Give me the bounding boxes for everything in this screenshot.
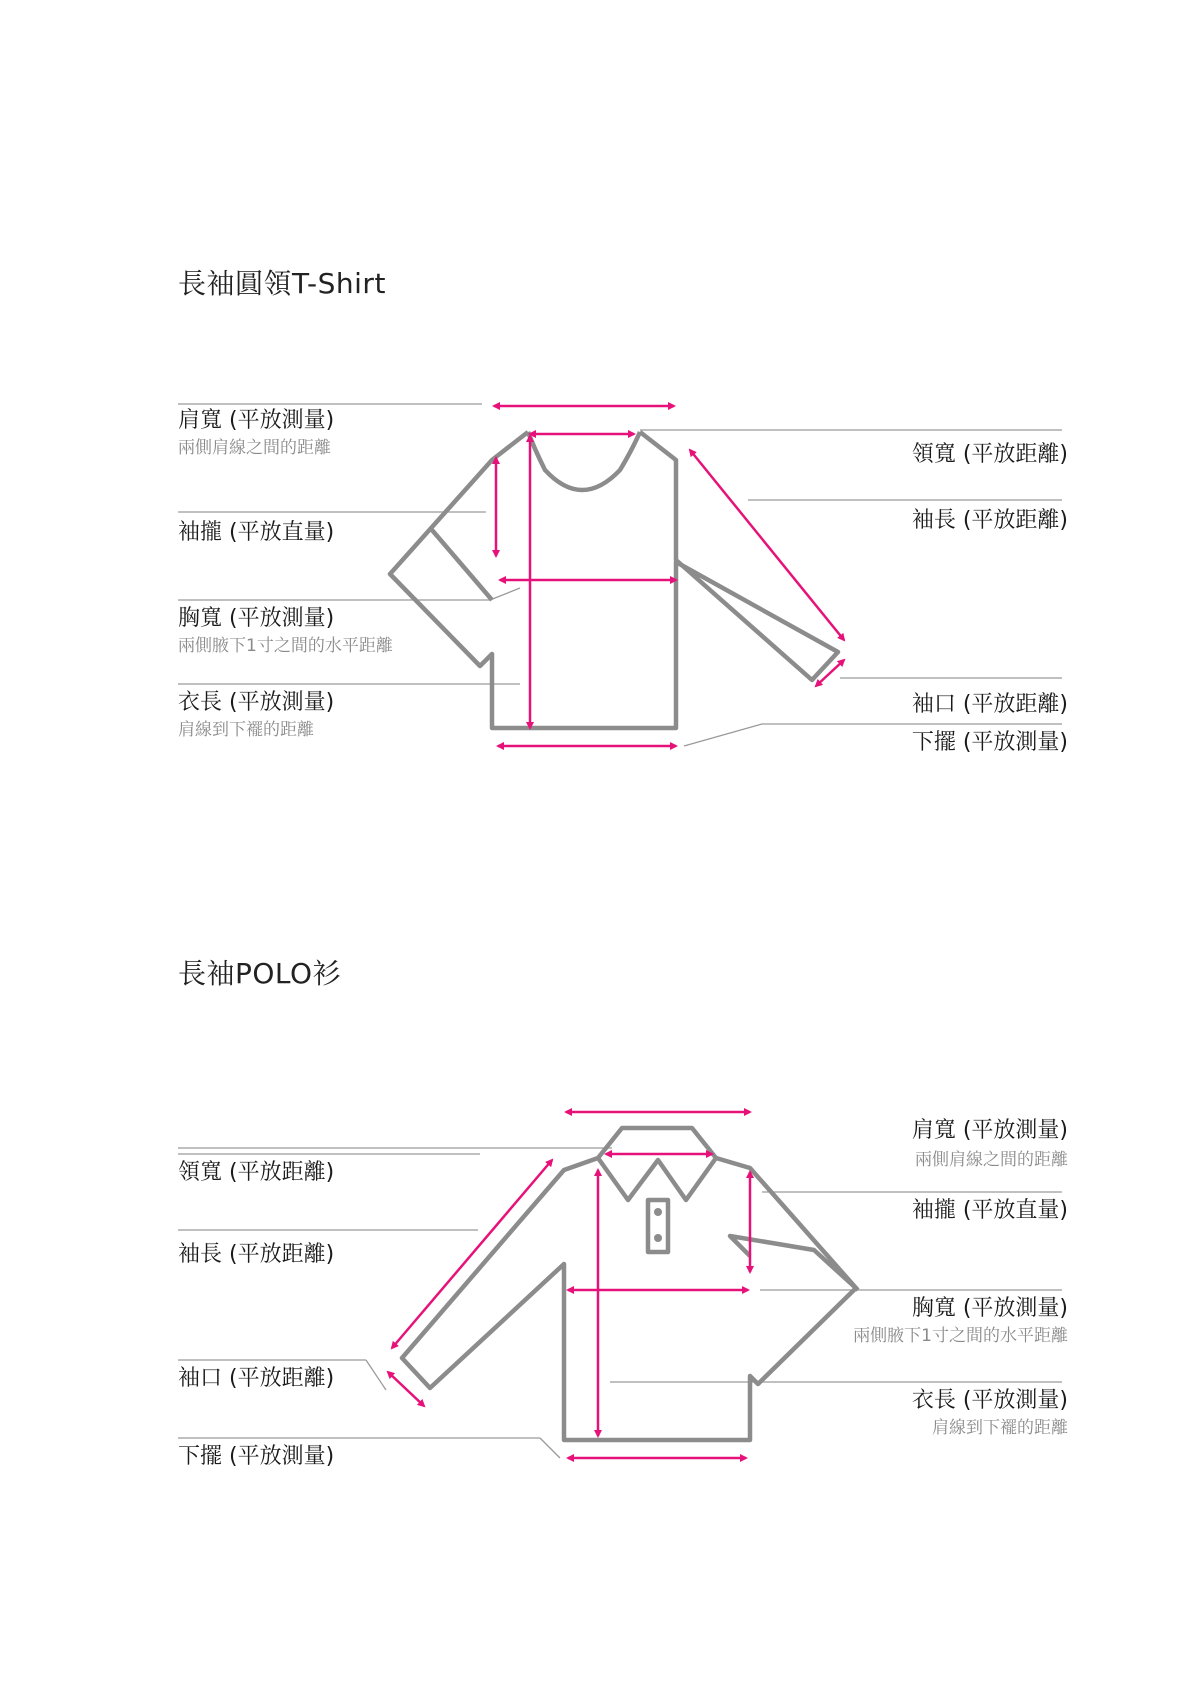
polo-section-title: 長袖POLO衫 <box>178 957 342 990</box>
polo-arrows <box>388 1112 750 1458</box>
tshirt-chest-label: 胸寬 (平放測量) <box>178 606 335 631</box>
tshirt-leader-lines <box>178 404 1062 746</box>
polo-outline <box>402 1128 858 1440</box>
tshirt-sleeve-label: 袖長 (平放距離) <box>911 508 1068 533</box>
polo-hem-label: 下擺 (平放測量) <box>178 1444 335 1469</box>
polo-shoulder-label: 肩寬 (平放測量) <box>911 1118 1068 1143</box>
tshirt-armhole-label: 袖攏 (平放直量) <box>178 520 335 545</box>
polo-placket <box>648 1200 668 1252</box>
polo-chest-label: 胸寬 (平放測量) <box>911 1296 1068 1321</box>
polo-armhole-label: 袖攏 (平放直量) <box>911 1198 1068 1223</box>
tshirt-cuff-label: 袖口 (平放距離) <box>911 692 1068 717</box>
polo-cuff-leader-tip <box>366 1360 386 1390</box>
polo-length-note: 肩線到下襬的距離 <box>932 1418 1068 1438</box>
polo-chest-note: 兩側腋下1寸之間的水平距離 <box>853 1326 1068 1346</box>
polo-hem-leader-tip <box>540 1438 560 1458</box>
tshirt-shoulder-note: 兩側肩線之間的距離 <box>178 438 331 458</box>
tshirt-left-cuff-seam <box>432 530 492 600</box>
polo-length-label: 衣長 (平放測量) <box>911 1388 1068 1413</box>
tshirt-chest-note: 兩側腋下1寸之間的水平距離 <box>178 636 393 656</box>
tshirt-collar <box>528 432 640 490</box>
tshirt-section-title: 長袖圓領T-Shirt <box>178 267 386 300</box>
polo-cuff-label: 袖口 (平放距離) <box>178 1366 335 1391</box>
tshirt-hem-label: 下擺 (平放測量) <box>911 730 1068 755</box>
tshirt-length-label: 衣長 (平放測量) <box>178 690 335 715</box>
polo-neck-label: 領寬 (平放距離) <box>178 1160 335 1185</box>
polo-sleeve-label: 袖長 (平放距離) <box>178 1242 335 1267</box>
tshirt-neck-label: 領寬 (平放距離) <box>911 442 1068 467</box>
tshirt-length-note: 肩線到下襬的距離 <box>178 720 314 740</box>
polo-shoulder-note: 兩側肩線之間的距離 <box>915 1150 1068 1170</box>
polo-button-bottom <box>654 1234 662 1242</box>
tshirt-hem-leader-tip <box>684 724 762 746</box>
tshirt-shoulder-label: 肩寬 (平放測量) <box>178 408 335 433</box>
polo-button-top <box>654 1208 662 1216</box>
polo-collar <box>598 1128 716 1200</box>
tshirt-chest-leader-tip <box>490 588 520 600</box>
polo-sleeve-arrow <box>392 1160 552 1348</box>
polo-leader-lines <box>178 1148 1062 1458</box>
